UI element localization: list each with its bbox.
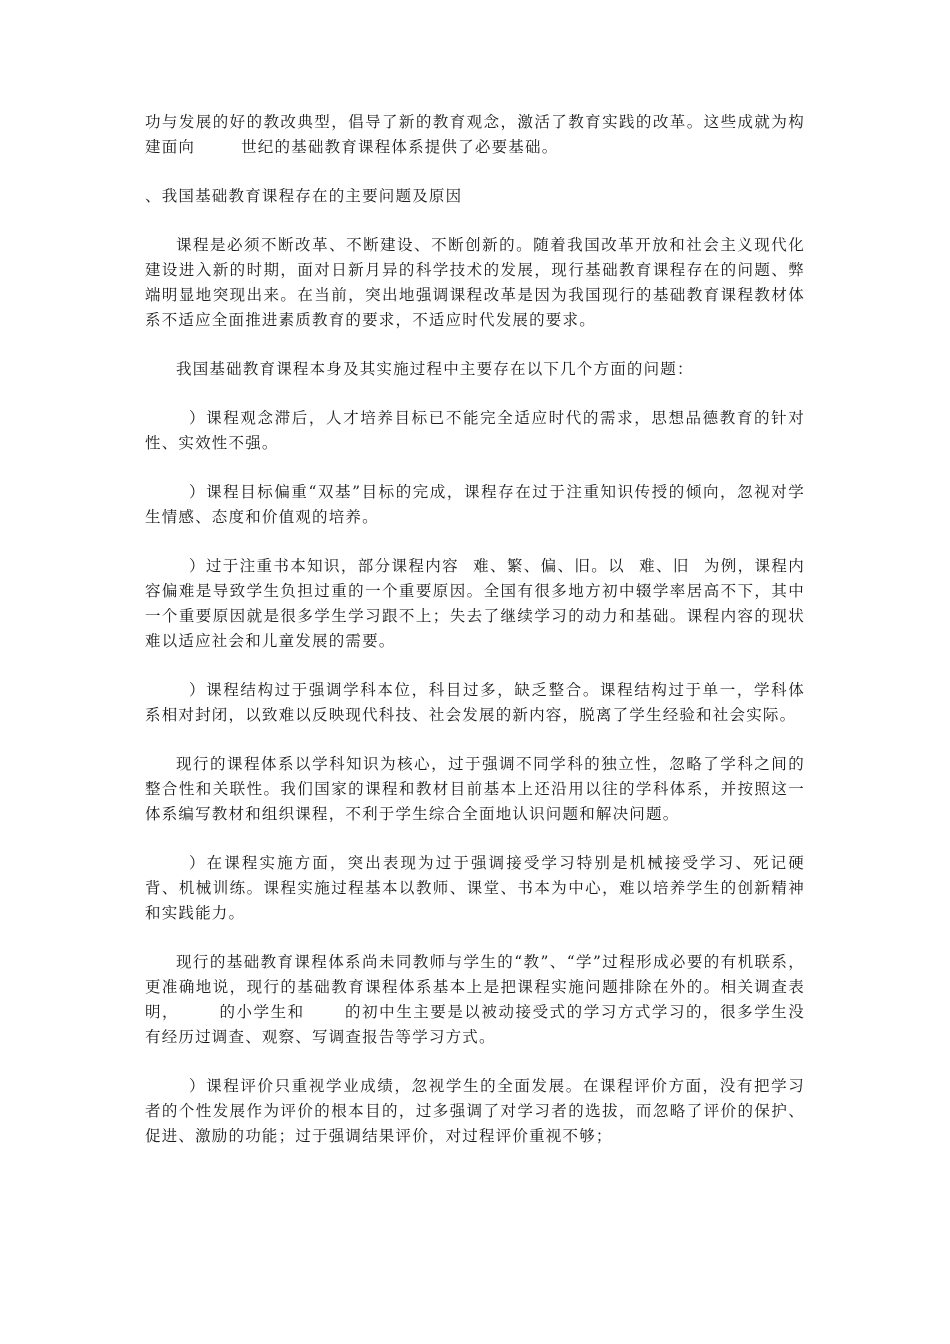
intro-paragraph — [145, 110, 805, 160]
survey-text-2: 的小学生和 — [219, 1003, 305, 1021]
item3-text-3: 难、旧 — [638, 557, 690, 575]
survey-paragraph — [145, 950, 805, 1050]
item3-text-2: 难、繁、偏、旧。以 — [472, 557, 625, 575]
item3-text-1: ）过于注重书本知识，部分课程内容 — [189, 557, 459, 575]
intro-text-2: 世纪的基础教育课程体系提供了必要基础。 — [241, 138, 559, 156]
problem-item-1: ）课程观念滞后，人才培养目标已不能完全适应时代的需求，思想品德教育的针对性、实效性不强。 — [145, 409, 805, 452]
document-page — [145, 110, 805, 1173]
system-paragraph: 现行的课程体系以学科知识为核心，过于强调不同学科的独立性，忽略了学科之间的整合性和关联性。我们国家的课程和教材目前基本上还沿用以往的学科体系，并按照这一体系编写教材和组织课程，不利于学生综合全面地认识问题和解决问题。 — [145, 755, 805, 823]
problem-item-3 — [145, 554, 805, 654]
section-heading: 、我国基础教育课程存在的主要问题及原因 — [145, 187, 463, 205]
problems-intro-paragraph: 我国基础教育课程本身及其实施过程中主要存在以下几个方面的问题： — [176, 360, 694, 378]
survey-text-3: 的初中生主要是以被动接受式的学习方式学习的，很多学生没有经历过调查、观察、写调查报告等学习方式。 — [145, 1003, 805, 1046]
problem-item-6: ）课程评价只重视学业成绩，忽视学生的全面发展。在课程评价方面，没有把学习者的个性发展作为评价的根本目的，过多强调了对学习者的选拔，而忽略了评价的保护、促进、激励的功能；过于强调结果评价，对过程评价重视不够； — [145, 1077, 805, 1145]
problem-item-4: ）课程结构过于强调学科本位，科目过多，缺乏整合。课程结构过于单一，学科体系相对封闭，以致难以反映现代科技、社会发展的新内容，脱离了学生经验和社会实际。 — [145, 681, 805, 724]
problem-item-2: ）课程目标偏重“双基”目标的完成，课程存在过于注重知识传授的倾向，忽视对学生情感、态度和价值观的培养。 — [145, 483, 805, 526]
problem-item-5: ）在课程实施方面，突出表现为过于强调接受学习特别是机械接受学习、死记硬背、机械训练。课程实施过程基本以教师、课堂、书本为中心，难以培养学生的创新精神和实践能力。 — [145, 854, 805, 922]
intro-text-1: 功与发展的好的教改典型，倡导了新的教育观念，激活了教育实践的改革。这些成就为构建面向 — [145, 113, 805, 156]
item3-text-4: 为例，课程内容偏难是导致学生负担过重的一个重要原因。全国有很多地方初中辍学率居高不下，其中一个重要原因就是很多学生学习跟不上；失去了继续学习的动力和基础。课程内容的现状难以适应社会和儿童发展的需要。 — [145, 557, 805, 650]
survey-text-1: 现行的基础教育课程体系尚未同教师与学生的“教”、“学”过程形成必要的有机联系，更准确地说，现行的基础教育课程体系基本上是把课程实施问题排除在外的。相关调查表明， — [145, 953, 805, 1021]
reform-paragraph: 课程是必须不断改革、不断建设、不断创新的。随着我国改革开放和社会主义现代化建设进入新的时期，面对日新月异的科学技术的发展，现行基础教育课程存在的问题、弊端明显地突现出来。在当前，突出地强调课程改革是因为我国现行的基础教育课程教材体系不适应全面推进素质教育的要求，不适应时代发展的要求。 — [145, 236, 805, 329]
